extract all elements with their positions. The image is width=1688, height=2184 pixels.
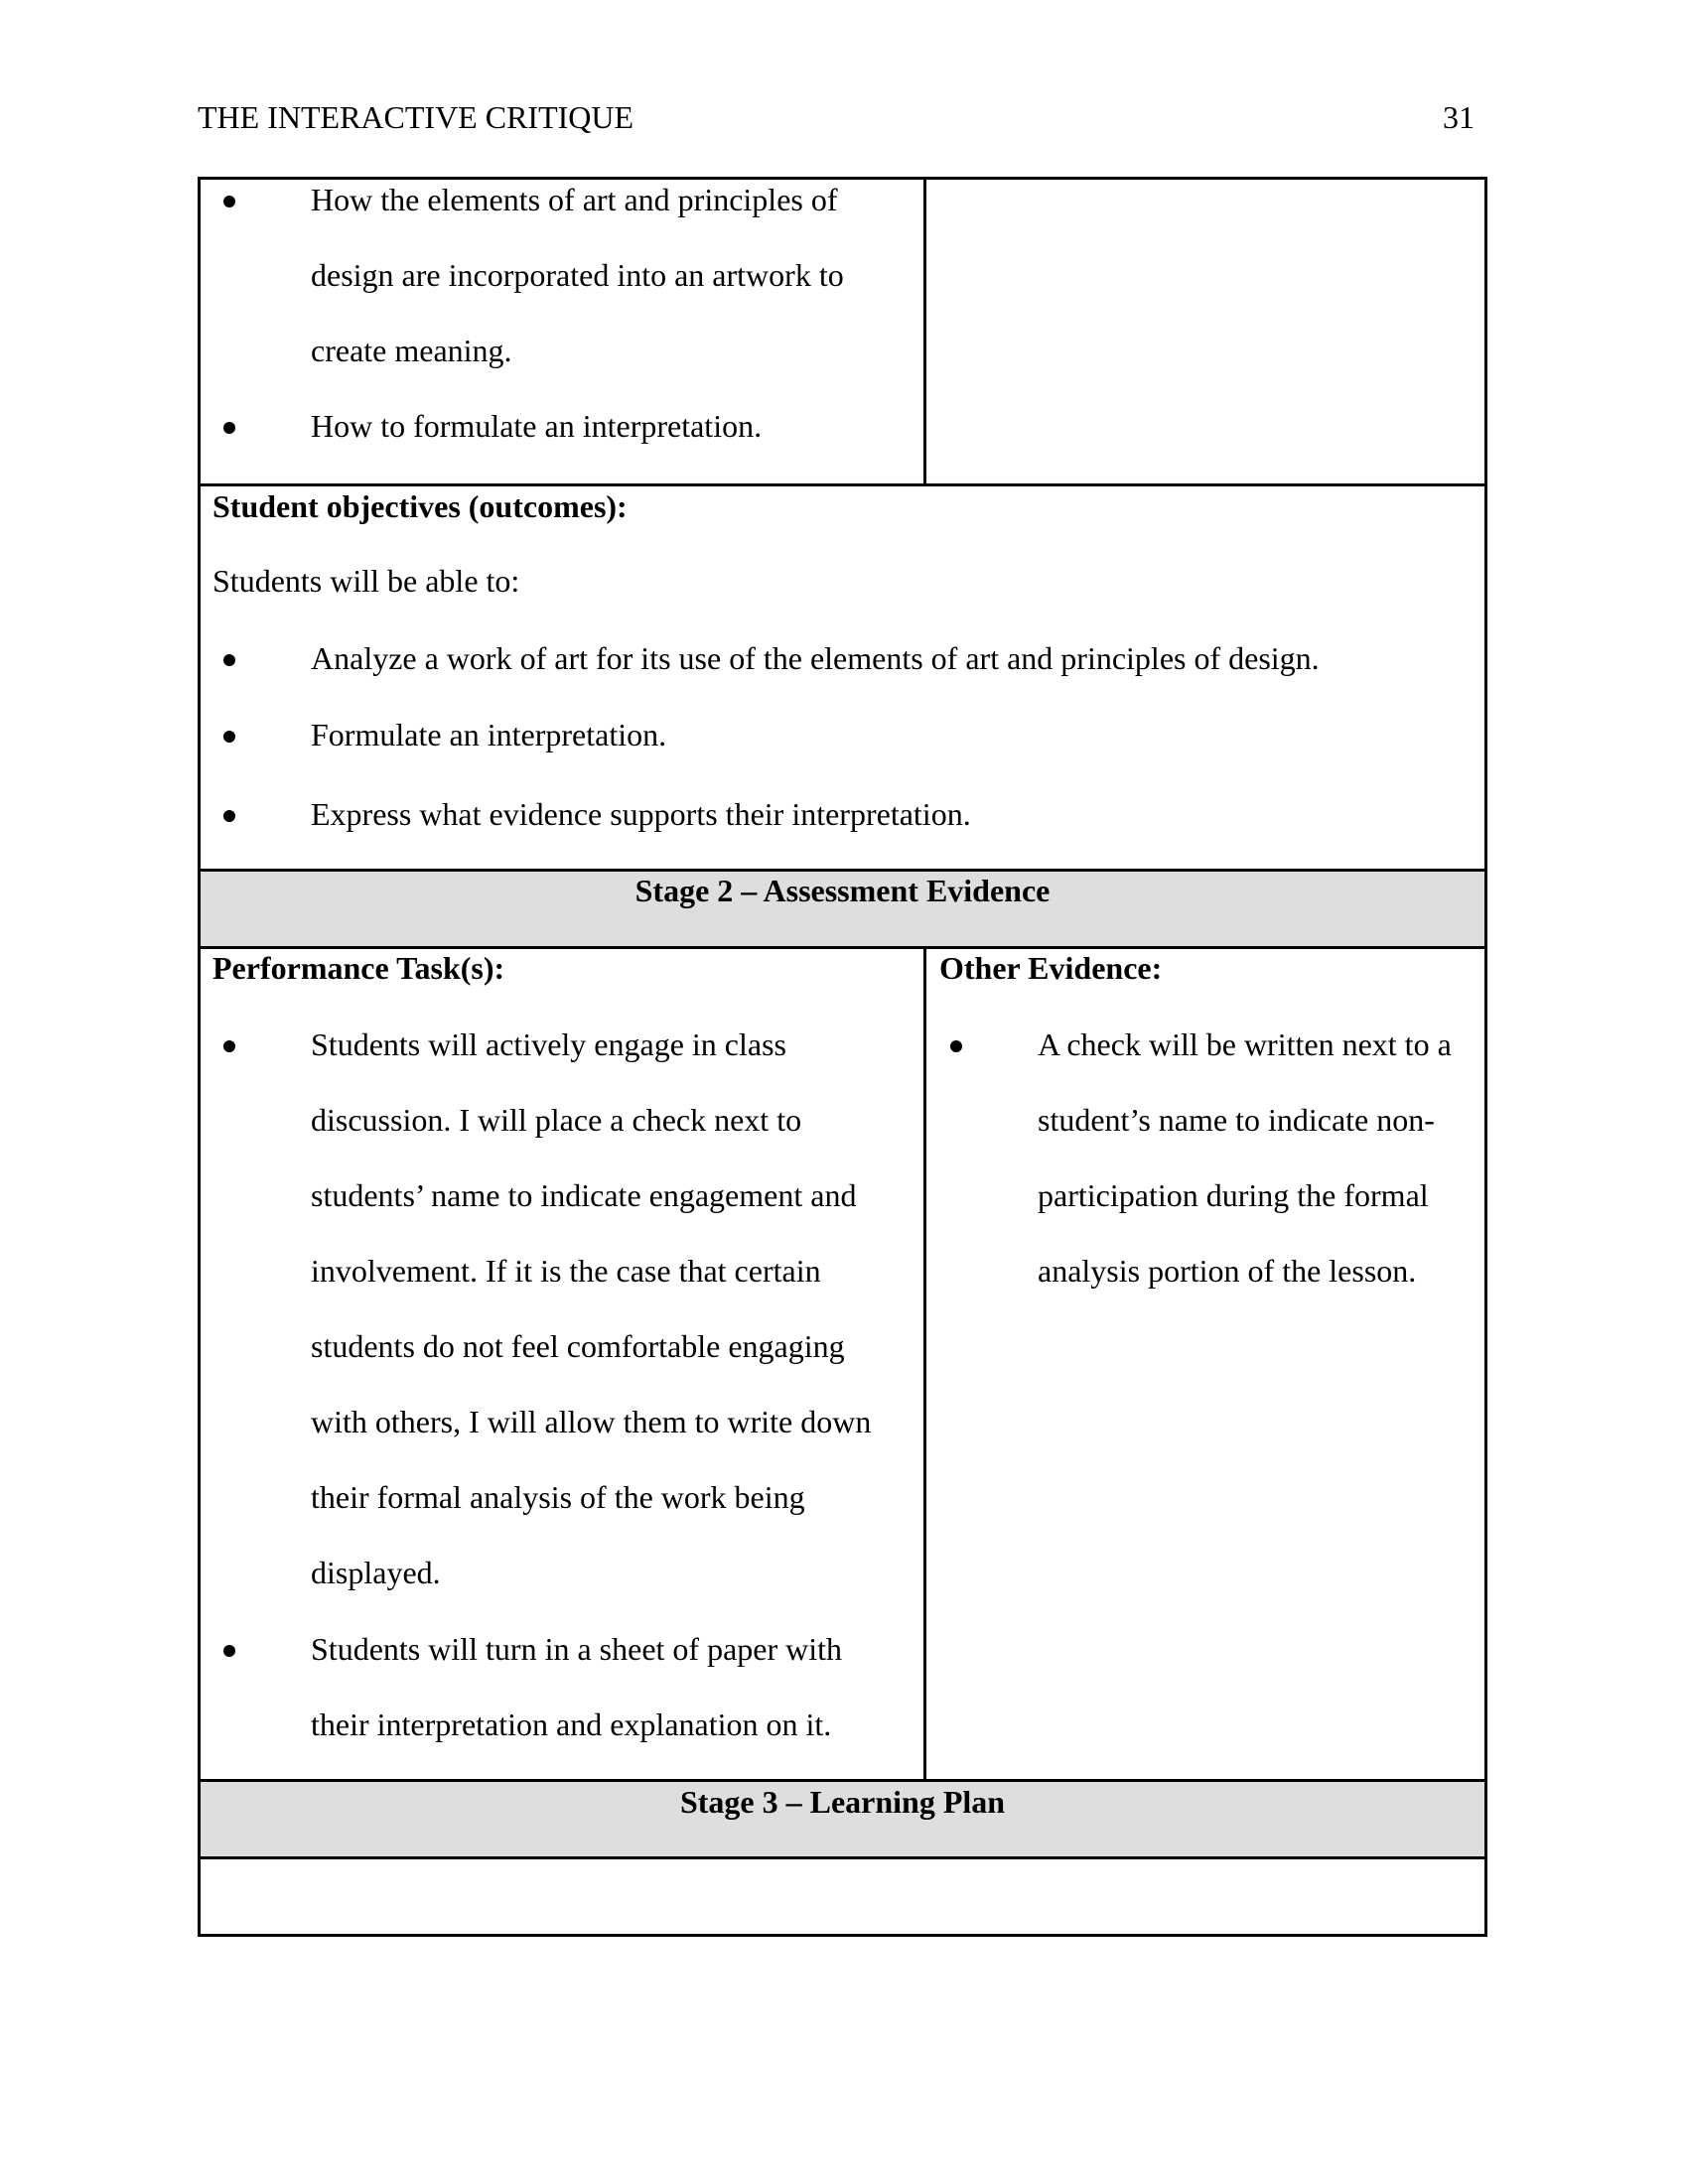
understanding-item: How to formulate an interpretation. xyxy=(311,408,763,444)
table-border xyxy=(198,1934,1487,1937)
bullet-icon xyxy=(950,1040,962,1052)
table-border xyxy=(198,177,201,1937)
column-divider xyxy=(923,177,926,486)
bullet-icon xyxy=(223,196,235,207)
column-divider xyxy=(923,946,926,1782)
bullet-icon xyxy=(223,1645,235,1657)
bullet-icon xyxy=(223,810,235,822)
table-border xyxy=(1484,177,1487,1937)
bullet-icon xyxy=(223,654,235,666)
other-evidence-heading: Other Evidence: xyxy=(939,950,1163,986)
page-number: 31 xyxy=(1443,99,1475,135)
objective-item: Analyze a work of art for its use of the elements of art and principles of design. xyxy=(311,640,1320,676)
stage3-title: Stage 3 – Learning Plan xyxy=(679,1784,1006,1820)
bullet-icon xyxy=(223,731,235,743)
running-head: THE INTERACTIVE CRITIQUE xyxy=(198,99,634,135)
bullet-icon xyxy=(223,422,235,434)
objectives-intro: Students will be able to: xyxy=(212,563,520,599)
objective-item: Express what evidence supports their interpretation. xyxy=(311,796,971,832)
performance-item: Students will actively engage in class discussion. I will place a check next to students’ name to indicate engagement and involvement. If it is the case that certain students do not feel comfortable engaging with others, I will allow them to write down their formal analysis of the work being displayed. xyxy=(311,1026,872,1590)
table-divider xyxy=(198,1856,1487,1859)
performance-heading: Performance Task(s): xyxy=(212,950,505,986)
understanding-item: How the elements of art and principles of design are incorporated into an artwork to create meaning. xyxy=(311,182,844,368)
performance-item: Students will turn in a sheet of paper with their interpretation and explanation on it. xyxy=(311,1631,843,1742)
stage2-title: Stage 2 – Assessment Evidence xyxy=(634,873,1051,908)
other-evidence-item: A check will be written next to a student’s name to indicate non-participation during the formal analysis portion of the lesson. xyxy=(1038,1026,1452,1289)
objective-item: Formulate an interpretation. xyxy=(311,717,667,752)
objectives-heading: Student objectives (outcomes): xyxy=(212,488,628,524)
bullet-icon xyxy=(223,1040,235,1052)
